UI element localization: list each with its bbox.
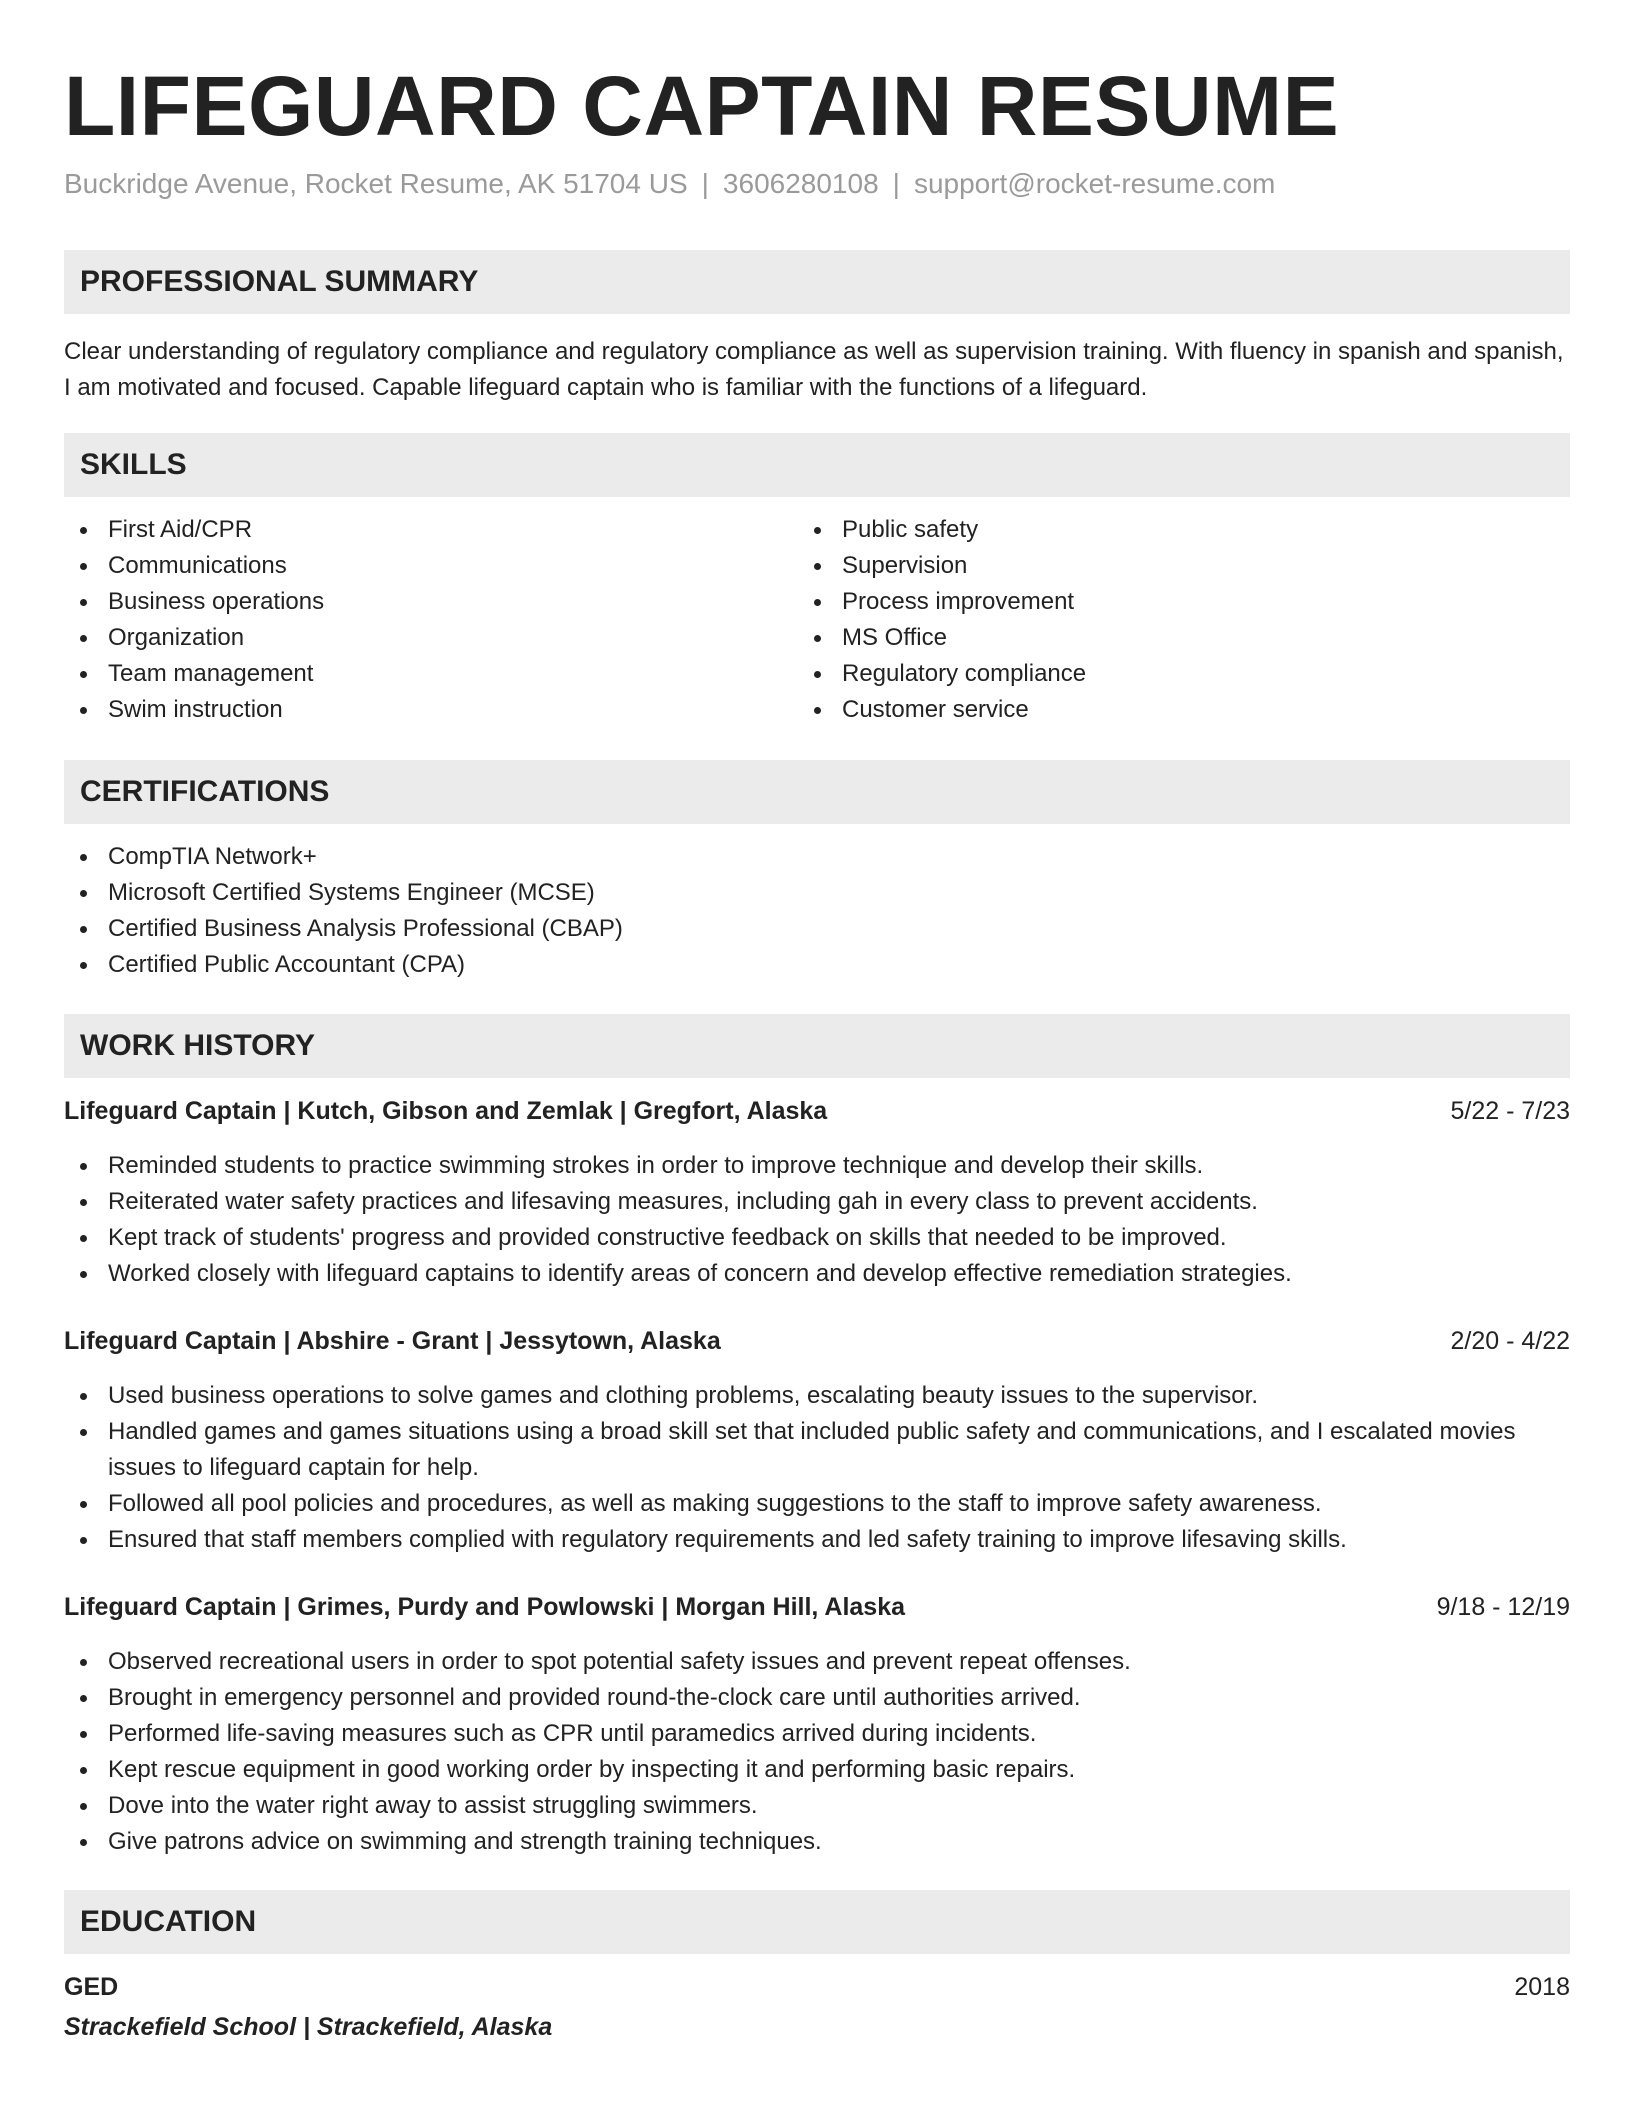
skill-item: Organization <box>64 620 804 656</box>
skill-item: Public safety <box>798 512 1538 548</box>
section-header-skills: SKILLS <box>64 433 1570 497</box>
job-bullet: Kept track of students' progress and provided constructive feedback on skills that needed to be improved. <box>64 1220 1570 1256</box>
section-header-education: EDUCATION <box>64 1890 1570 1954</box>
summary-text: Clear understanding of regulatory compliance and regulatory compliance as well as supervision training. With fluency in spanish and spanish, I am motivated and focused. Capable lifeguard captain who is familiar with the functions of a lifeguard. <box>64 338 1564 401</box>
skill-item: Regulatory compliance <box>798 656 1538 692</box>
job-title: Lifeguard Captain | Grimes, Purdy and Powlowski | Morgan Hill, Alaska <box>64 1593 906 1621</box>
job-bullet: Handled games and games situations using a broad skill set that included public safety and communications, and I escalated movies issues to lifeguard captain for help. <box>64 1414 1570 1486</box>
certifications-list <box>64 839 1570 983</box>
skill-item: Supervision <box>798 548 1538 584</box>
job-bullet: Give patrons advice on swimming and strength training techniques. <box>64 1824 1570 1860</box>
education-school: Strackefield School | Strackefield, Alaska <box>64 2013 553 2041</box>
job-bullet: Kept rescue equipment in good working order by inspecting it and performing basic repairs. <box>64 1752 1570 1788</box>
skill-item: Process improvement <box>798 584 1538 620</box>
contact-phone: 3606280108 <box>722 168 879 199</box>
job-bullet: Reiterated water safety practices and lifesaving measures, including gah in every class to prevent accidents. <box>64 1184 1570 1220</box>
skill-item: Communications <box>64 548 804 584</box>
contact-email: support@rocket-resume.com <box>913 168 1276 199</box>
job-title: Lifeguard Captain | Kutch, Gibson and Zemlak | Gregfort, Alaska <box>64 1097 828 1125</box>
job-bullet: Performed life-saving measures such as CPR until paramedics arrived during incidents. <box>64 1716 1570 1752</box>
job-bullet: Dove into the water right away to assist struggling swimmers. <box>64 1788 1570 1824</box>
job-bullet: Reminded students to practice swimming strokes in order to improve technique and develop their skills. <box>64 1148 1570 1184</box>
skill-item: Customer service <box>798 692 1538 728</box>
job-bullet: Observed recreational users in order to spot potential safety issues and prevent repeat offenses. <box>64 1644 1570 1680</box>
job-header <box>64 1323 1570 1359</box>
contact-separator: | <box>701 168 709 199</box>
certification-item: Microsoft Certified Systems Engineer (MCSE) <box>64 875 1570 911</box>
contact-separator: | <box>892 168 900 199</box>
certification-item: CompTIA Network+ <box>64 839 1570 875</box>
certification-item: Certified Business Analysis Professional (CBAP) <box>64 911 1570 947</box>
certification-item: Certified Public Accountant (CPA) <box>64 947 1570 983</box>
job-bullet: Brought in emergency personnel and provided round-the-clock care until authorities arrived. <box>64 1680 1570 1716</box>
job-title: Lifeguard Captain | Abshire - Grant | Jessytown, Alaska <box>64 1327 721 1355</box>
section-header-summary: PROFESSIONAL SUMMARY <box>64 250 1570 314</box>
skills-left-column <box>64 512 804 728</box>
job-bullets <box>64 1148 1570 1292</box>
skill-item: Business operations <box>64 584 804 620</box>
education-year: 2018 <box>1514 1973 1570 2001</box>
section-header-certifications: CERTIFICATIONS <box>64 760 1570 824</box>
skill-item: Team management <box>64 656 804 692</box>
job-bullet: Used business operations to solve games and clothing problems, escalating beauty issues to the supervisor. <box>64 1378 1570 1414</box>
skill-item: Swim instruction <box>64 692 804 728</box>
job-bullets <box>64 1378 1570 1558</box>
contact-address: Buckridge Avenue, Rocket Resume, AK 51704 US <box>64 168 688 199</box>
education-degree: GED <box>64 1973 119 2001</box>
section-header-work-history: WORK HISTORY <box>64 1014 1570 1078</box>
contact-line <box>64 166 1275 202</box>
skill-item: MS Office <box>798 620 1538 656</box>
resume-title: LIFEGUARD CAPTAIN RESUME <box>64 59 1340 153</box>
job-bullet: Ensured that staff members complied with regulatory requirements and led safety training to improve lifesaving skills. <box>64 1522 1570 1558</box>
skill-item: First Aid/CPR <box>64 512 804 548</box>
job-bullets <box>64 1644 1570 1860</box>
job-dates: 9/18 - 12/19 <box>1436 1593 1570 1621</box>
skills-right-column <box>798 512 1538 728</box>
job-header <box>64 1093 1570 1129</box>
job-bullet: Followed all pool policies and procedures, as well as making suggestions to the staff to improve safety awareness. <box>64 1486 1570 1522</box>
job-dates: 5/22 - 7/23 <box>1450 1097 1570 1125</box>
job-header <box>64 1589 1570 1625</box>
job-dates: 2/20 - 4/22 <box>1450 1327 1570 1355</box>
job-bullet: Worked closely with lifeguard captains to identify areas of concern and develop effective remediation strategies. <box>64 1256 1570 1292</box>
